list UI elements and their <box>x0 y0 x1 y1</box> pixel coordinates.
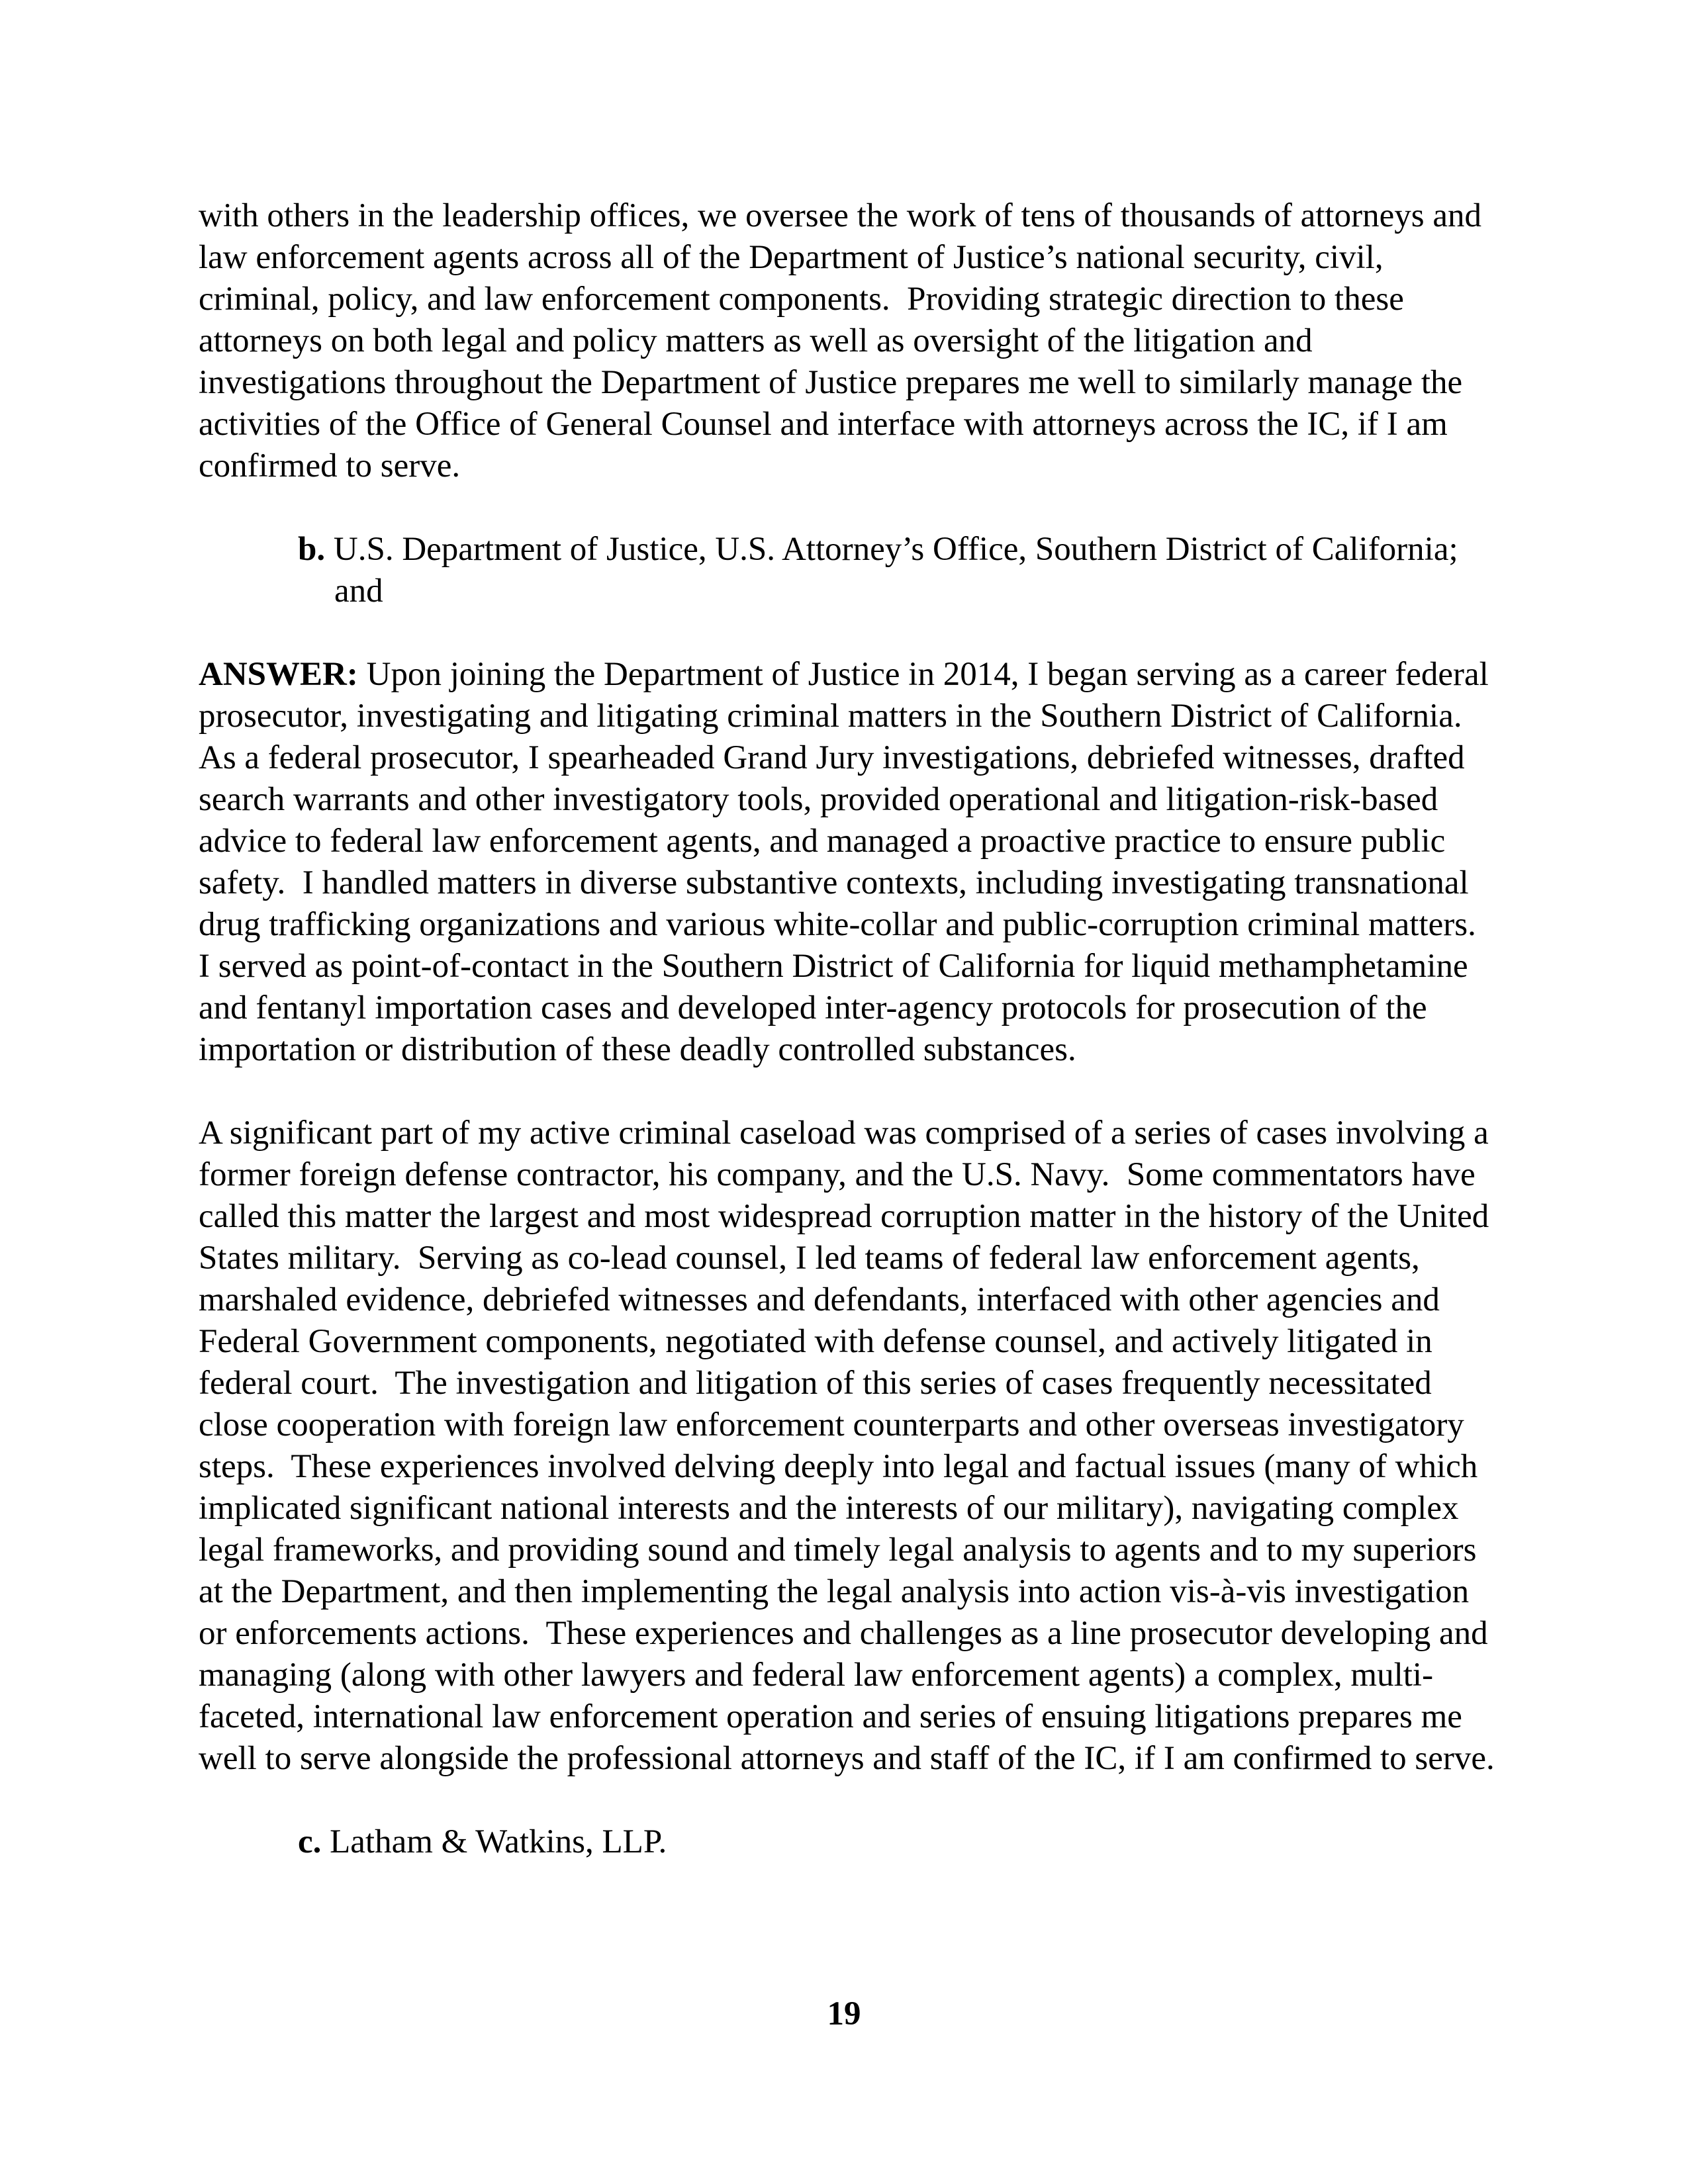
list-item-c <box>199 1821 1499 1863</box>
list-item-c-text: Latham & Watkins, LLP. <box>321 1823 667 1860</box>
paragraph-answer <box>199 654 1499 1071</box>
list-item-c-label: c. <box>298 1823 322 1860</box>
answer-text: Upon joining the Department of Justice in 2014, I began serving as a career federal prosecutor, investigating and litigating criminal matters in the Southern District of California. As a federal prosecutor, I spearheaded Grand Jury investigations, debriefed witnesses, drafted search warrants and other investigatory tools, provided operational and litigation-risk-based advice to federal law enforcement agents, and managed a proactive practice to ensure public safety. I handled matters in diverse substantive contexts, including investigating transnational drug trafficking organizations and various white-collar and public-corruption criminal matters. I served as point-of-contact in the Southern District of California for liquid methamphetamine and fentanyl importation cases and developed inter-agency protocols for prosecution of the importation or distribution of these deadly controlled substances. <box>199 656 1497 1068</box>
paragraph-intro-continuation: with others in the leadership offices, we oversee the work of tens of thousands of attorneys and law enforcement agents across all of the Department of Justice’s national security, civil, criminal, policy, and law enforcement components. Providing strategic direction to these attorneys on both legal and policy matters as well as oversight of the litigation and investigations throughout the Department of Justice prepares me well to similarly manage the activities of the Office of General Counsel and interface with attorneys across the IC, if I am confirmed to serve. <box>199 197 1490 484</box>
list-item-b-label: b. <box>298 531 326 568</box>
list-item-b-text: U.S. Department of Justice, U.S. Attorney’s Office, Southern District of California; and <box>325 531 1467 610</box>
list-item-b <box>199 529 1499 612</box>
page-number: 19 <box>827 1995 861 2032</box>
document-body <box>199 195 1499 1905</box>
paragraph-caseload: A significant part of my active criminal caseload was comprised of a series of cases involving a former foreign defense contractor, his company, and the U.S. Navy. Some commentators have called this matter the largest and most widespread corruption matter in the history of the United States military. Serving as co-lead counsel, I led teams of federal law enforcement agents, marshaled evidence, debriefed witnesses and defendants, interfaced with other agencies and Federal Government components, negotiated with defense counsel, and actively litigated in federal court. The investigation and litigation of this series of cases frequently necessitated close cooperation with foreign law enforcement counterparts and other overseas investigatory steps. These experiences involved delving deeply into legal and factual issues (many of which implicated significant national interests and the interests of our military), navigating complex legal frameworks, and providing sound and timely legal analysis to agents and to my superiors at the Department, and then implementing the legal analysis into action vis-à-vis investigation or enforcements actions. These experiences and challenges as a line prosecutor developing and managing (along with other lawyers and federal law enforcement agents) a complex, multi-faceted, international law enforcement operation and series of ensuing litigations prepares me well to serve alongside the professional attorneys and staff of the IC, if I am confirmed to serve. <box>199 1115 1498 1777</box>
answer-label: ANSWER: <box>199 656 358 693</box>
